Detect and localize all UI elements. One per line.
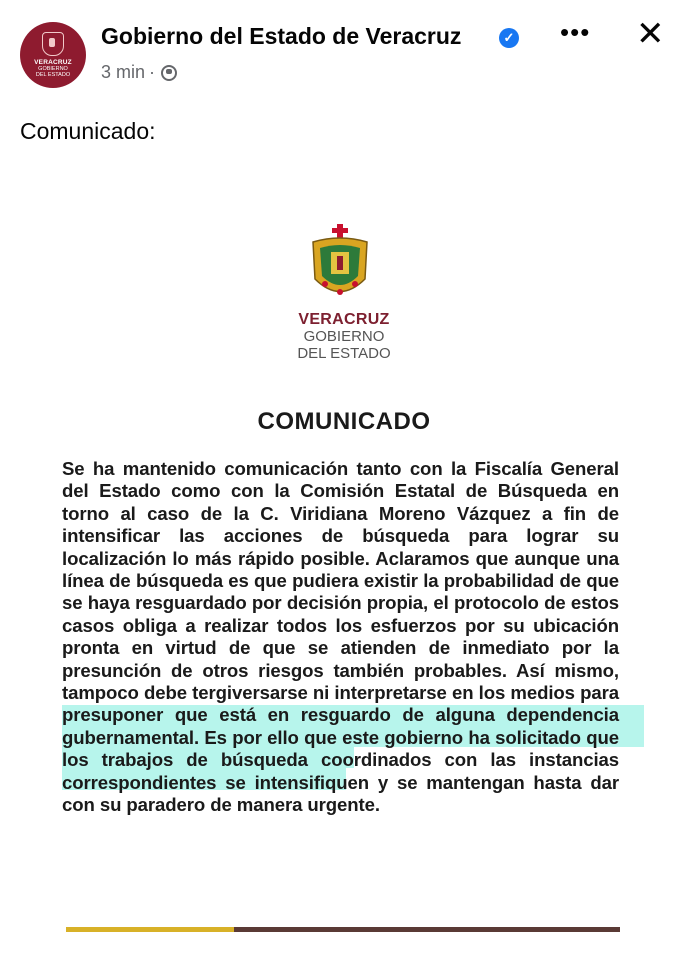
doc-logo-line3: DEL ESTADO (297, 345, 391, 362)
avatar-line3: DEL ESTADO (35, 72, 71, 78)
post-time[interactable]: 3 min (101, 62, 146, 82)
footer-bar-gold (66, 927, 234, 932)
meta-separator: · (149, 62, 156, 82)
veracruz-coat-of-arms-icon (307, 224, 373, 304)
veracruz-crest-icon (42, 32, 64, 56)
post-meta (101, 62, 177, 83)
close-icon[interactable]: ✕ (636, 15, 665, 53)
verified-badge-icon: ✓ (499, 28, 519, 48)
post-header (0, 0, 688, 100)
post-caption: Comunicado: (20, 118, 156, 144)
doc-logo-line1: VERACRUZ (298, 311, 390, 328)
document-body: Se ha mantenido comunicación tanto con la Fiscalía General del Estado como con la Comisión Estatal de Búsqueda en torno al caso de la C. Viridiana Moreno Vázquez a fin de intensificar las acciones de búsqueda para lograr su localización lo más rápido posible. Aclaramos que aunque una línea de búsqueda es que pudiera existir la probabilidad de que se haya resguardado por decisión propia, el protocolo de estos casos obliga a realizar todos los esfuerzos por su ubicación pronta en virtud de que se atienden de inmediato por la presunción de otros riesgos también probables. Así mismo, tampoco debe tergiversarse ni interpretarse en los medios para presuponer que está en resguardo de alguna dependencia gubernamental. Es por ello que este gobierno ha solicitado que los trabajos de búsqueda coordinados con las instancias correspondientes se intensifiquen y se mantengan hasta dar con su paradero de manera urgente. (62, 458, 619, 816)
document-title: COMUNICADO (257, 408, 431, 435)
avatar-line2: GOBIERNO (38, 65, 68, 72)
more-options-icon[interactable]: ••• (560, 17, 591, 47)
footer-bar-brown (234, 927, 620, 932)
page-avatar[interactable] (20, 22, 86, 88)
avatar-line1: VERACRUZ (34, 58, 72, 66)
page-name-link[interactable]: Gobierno del Estado de Veracruz (101, 23, 462, 49)
globe-icon (161, 65, 177, 81)
doc-logo-line2: GOBIERNO (303, 328, 385, 345)
